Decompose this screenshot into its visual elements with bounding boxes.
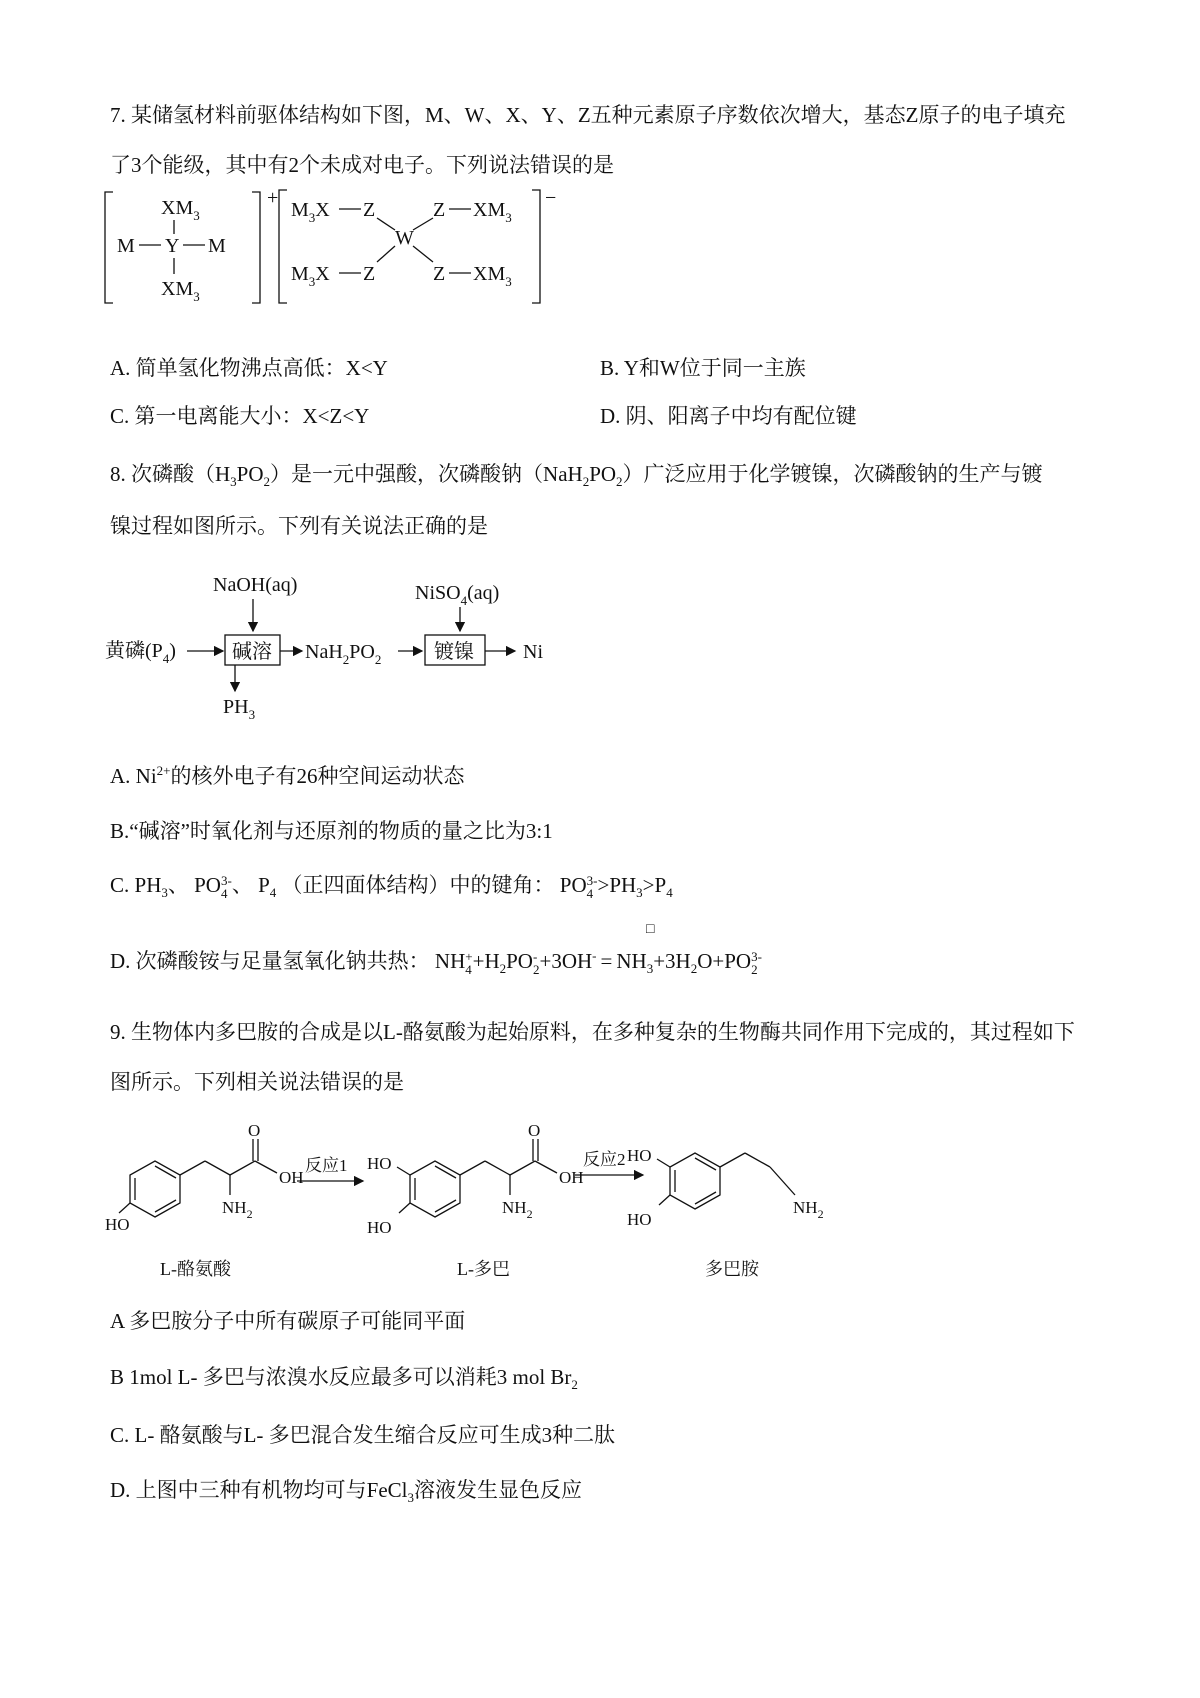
p4-label: 黄磷$(P_4)$: [105, 640, 176, 666]
l-dopa-structure: [367, 1125, 584, 1237]
anion-lr-z: Z: [433, 263, 446, 285]
q9-stem-line1: 9. 生物体内多巴胺的合成是以L-酪氨酸为起始原料，在多种复杂的生物酶共同作用下完成的，其过程如下: [110, 1020, 1075, 1044]
nah2po2-product: $NaH_2PO_2$: [305, 641, 382, 667]
naoh-label: NaOH(aq): [213, 574, 298, 596]
q7-stem-line2: 了3个能级，其中有2个未成对电子。下列说法错误的是: [110, 153, 614, 177]
q8-flow-diagram: [105, 565, 575, 730]
svg-text:NH2: $NH_2$: [793, 1198, 824, 1221]
svg-text:O: O: [528, 1125, 541, 1140]
nah2po2-formula: $NaH_2PO_2$: [543, 462, 623, 490]
q9-option-c[interactable]: C. L- 酪氨酸与L- 多巴混合发生缩合反应可生成3种二肽: [110, 1423, 616, 1447]
q9-option-b[interactable]: B 1mol L- 多巴与浓溴水反应最多可以消耗3 mol $Br_2$: [110, 1365, 578, 1393]
svg-text:HO: HO: [627, 1146, 652, 1165]
anion-ul-m3x: $M_3X$: [291, 199, 330, 225]
box-dunie-label: 镀镍: [434, 641, 474, 663]
q7-structure-diagram: [95, 180, 615, 320]
cation-top-xm: $XM_3$: [161, 197, 200, 223]
svg-text:O: O: [248, 1125, 261, 1140]
q7-stem-line1: 7. 某储氢材料前驱体结构如下图，M、W、X、Y、Z五种元素原子序数依次增大，基态Z原子的电子填充: [110, 103, 1066, 127]
q7-option-a[interactable]: A. 简单氢化物沸点高低：X<Y: [110, 356, 388, 380]
q9-reaction-scheme: [105, 1125, 875, 1290]
reaction-1-label: 反应1: [305, 1156, 348, 1175]
h3po2-formula: $H_3PO_2$: [215, 462, 271, 490]
q9-option-a[interactable]: A 多巴胺分子中所有碳原子可能同平面: [110, 1309, 466, 1333]
q9-stem-line2: 图所示。下列相关说法错误的是: [110, 1070, 404, 1094]
q8-stem-line1: 8. 次磷酸$(H_3PO_2)$是一元中强酸，次磷酸钠$(NaH_2PO_2)$广泛应用于化学镀镍，次磷酸钠的生产与镀: [110, 462, 1043, 490]
cation-left-m: M: [117, 235, 135, 257]
l-tyrosine-structure: [105, 1125, 304, 1234]
ph3-label: $PH_3$: [223, 696, 256, 722]
svg-text:NH2: $NH_2$: [502, 1198, 533, 1221]
dopamine-name: 多巴胺: [705, 1259, 759, 1279]
svg-text:HO: HO: [367, 1154, 392, 1173]
q7-option-c[interactable]: C. 第一电离能大小：X<Z<Y: [110, 404, 370, 428]
reaction-2-label: 反应2: [583, 1150, 626, 1169]
box-jianrong-label: 碱溶: [232, 641, 272, 663]
anion-ur-z: Z: [433, 199, 446, 221]
q9-option-d[interactable]: D. 上图中三种有机物均可与FeCl$_3$溶液发生显色反应: [110, 1478, 583, 1506]
svg-text:OH: OH: [559, 1168, 584, 1187]
q8-option-b[interactable]: B.“碱溶”时氧化剂与还原剂的物质的量之比为3:1: [110, 819, 553, 843]
q7-option-b[interactable]: B. Y和W位于同一主族: [600, 356, 806, 380]
cation-center-y: Y: [165, 235, 180, 257]
l-dopa-name: L-多巴: [457, 1259, 510, 1279]
dopamine-structure: [627, 1146, 824, 1229]
svg-text:HO: HO: [627, 1210, 652, 1229]
anion-center-w: W: [395, 227, 414, 249]
anion-ur-xm3: $XM_3$: [473, 199, 512, 225]
ni-label: Ni: [523, 641, 543, 663]
anion-charge: −: [545, 187, 557, 209]
cation-bottom-xm: $XM_3$: [161, 278, 200, 304]
q8-stem-line2: 镍过程如图所示。下列有关说法正确的是: [110, 514, 488, 538]
cation-charge: +: [267, 187, 279, 209]
niso4-label: NiSO$_4$(aq): [415, 582, 500, 608]
l-tyrosine-name: L-酪氨酸: [160, 1259, 231, 1279]
q8-option-c[interactable]: C. $PH_3$、 PO 3- 4 、 $P_4$ （正四面体结构）中的键角： PO 3- 4 $>PH_3>P_4$: [110, 873, 673, 902]
q8-option-d[interactable]: D. 次磷酸铵与足量氢氧化钠共热： NH + 4 $+H_2PO$ - 2 $+3OH^- = NH_3+3H_2O+PO$ 3- 2: [110, 948, 762, 978]
anion-ll-z: Z: [363, 263, 376, 285]
svg-text:HO: HO: [367, 1218, 392, 1237]
svg-text:NH2: $NH_2$: [222, 1198, 253, 1221]
heating-symbol-box: □: [646, 922, 655, 937]
q7-option-d[interactable]: D. 阴、阳离子中均有配位键: [600, 404, 857, 428]
anion-lr-xm3: $XM_3$: [473, 263, 512, 289]
svg-text:OH: OH: [279, 1168, 304, 1187]
svg-text:HO: HO: [105, 1215, 130, 1234]
cation-right-m: M: [208, 235, 226, 257]
anion-ul-z: Z: [363, 199, 376, 221]
anion-ll-m3x: $M_3X$: [291, 263, 330, 289]
q8-option-a[interactable]: A. $Ni^{2+}$的核外电子有26种空间运动状态: [110, 763, 465, 788]
